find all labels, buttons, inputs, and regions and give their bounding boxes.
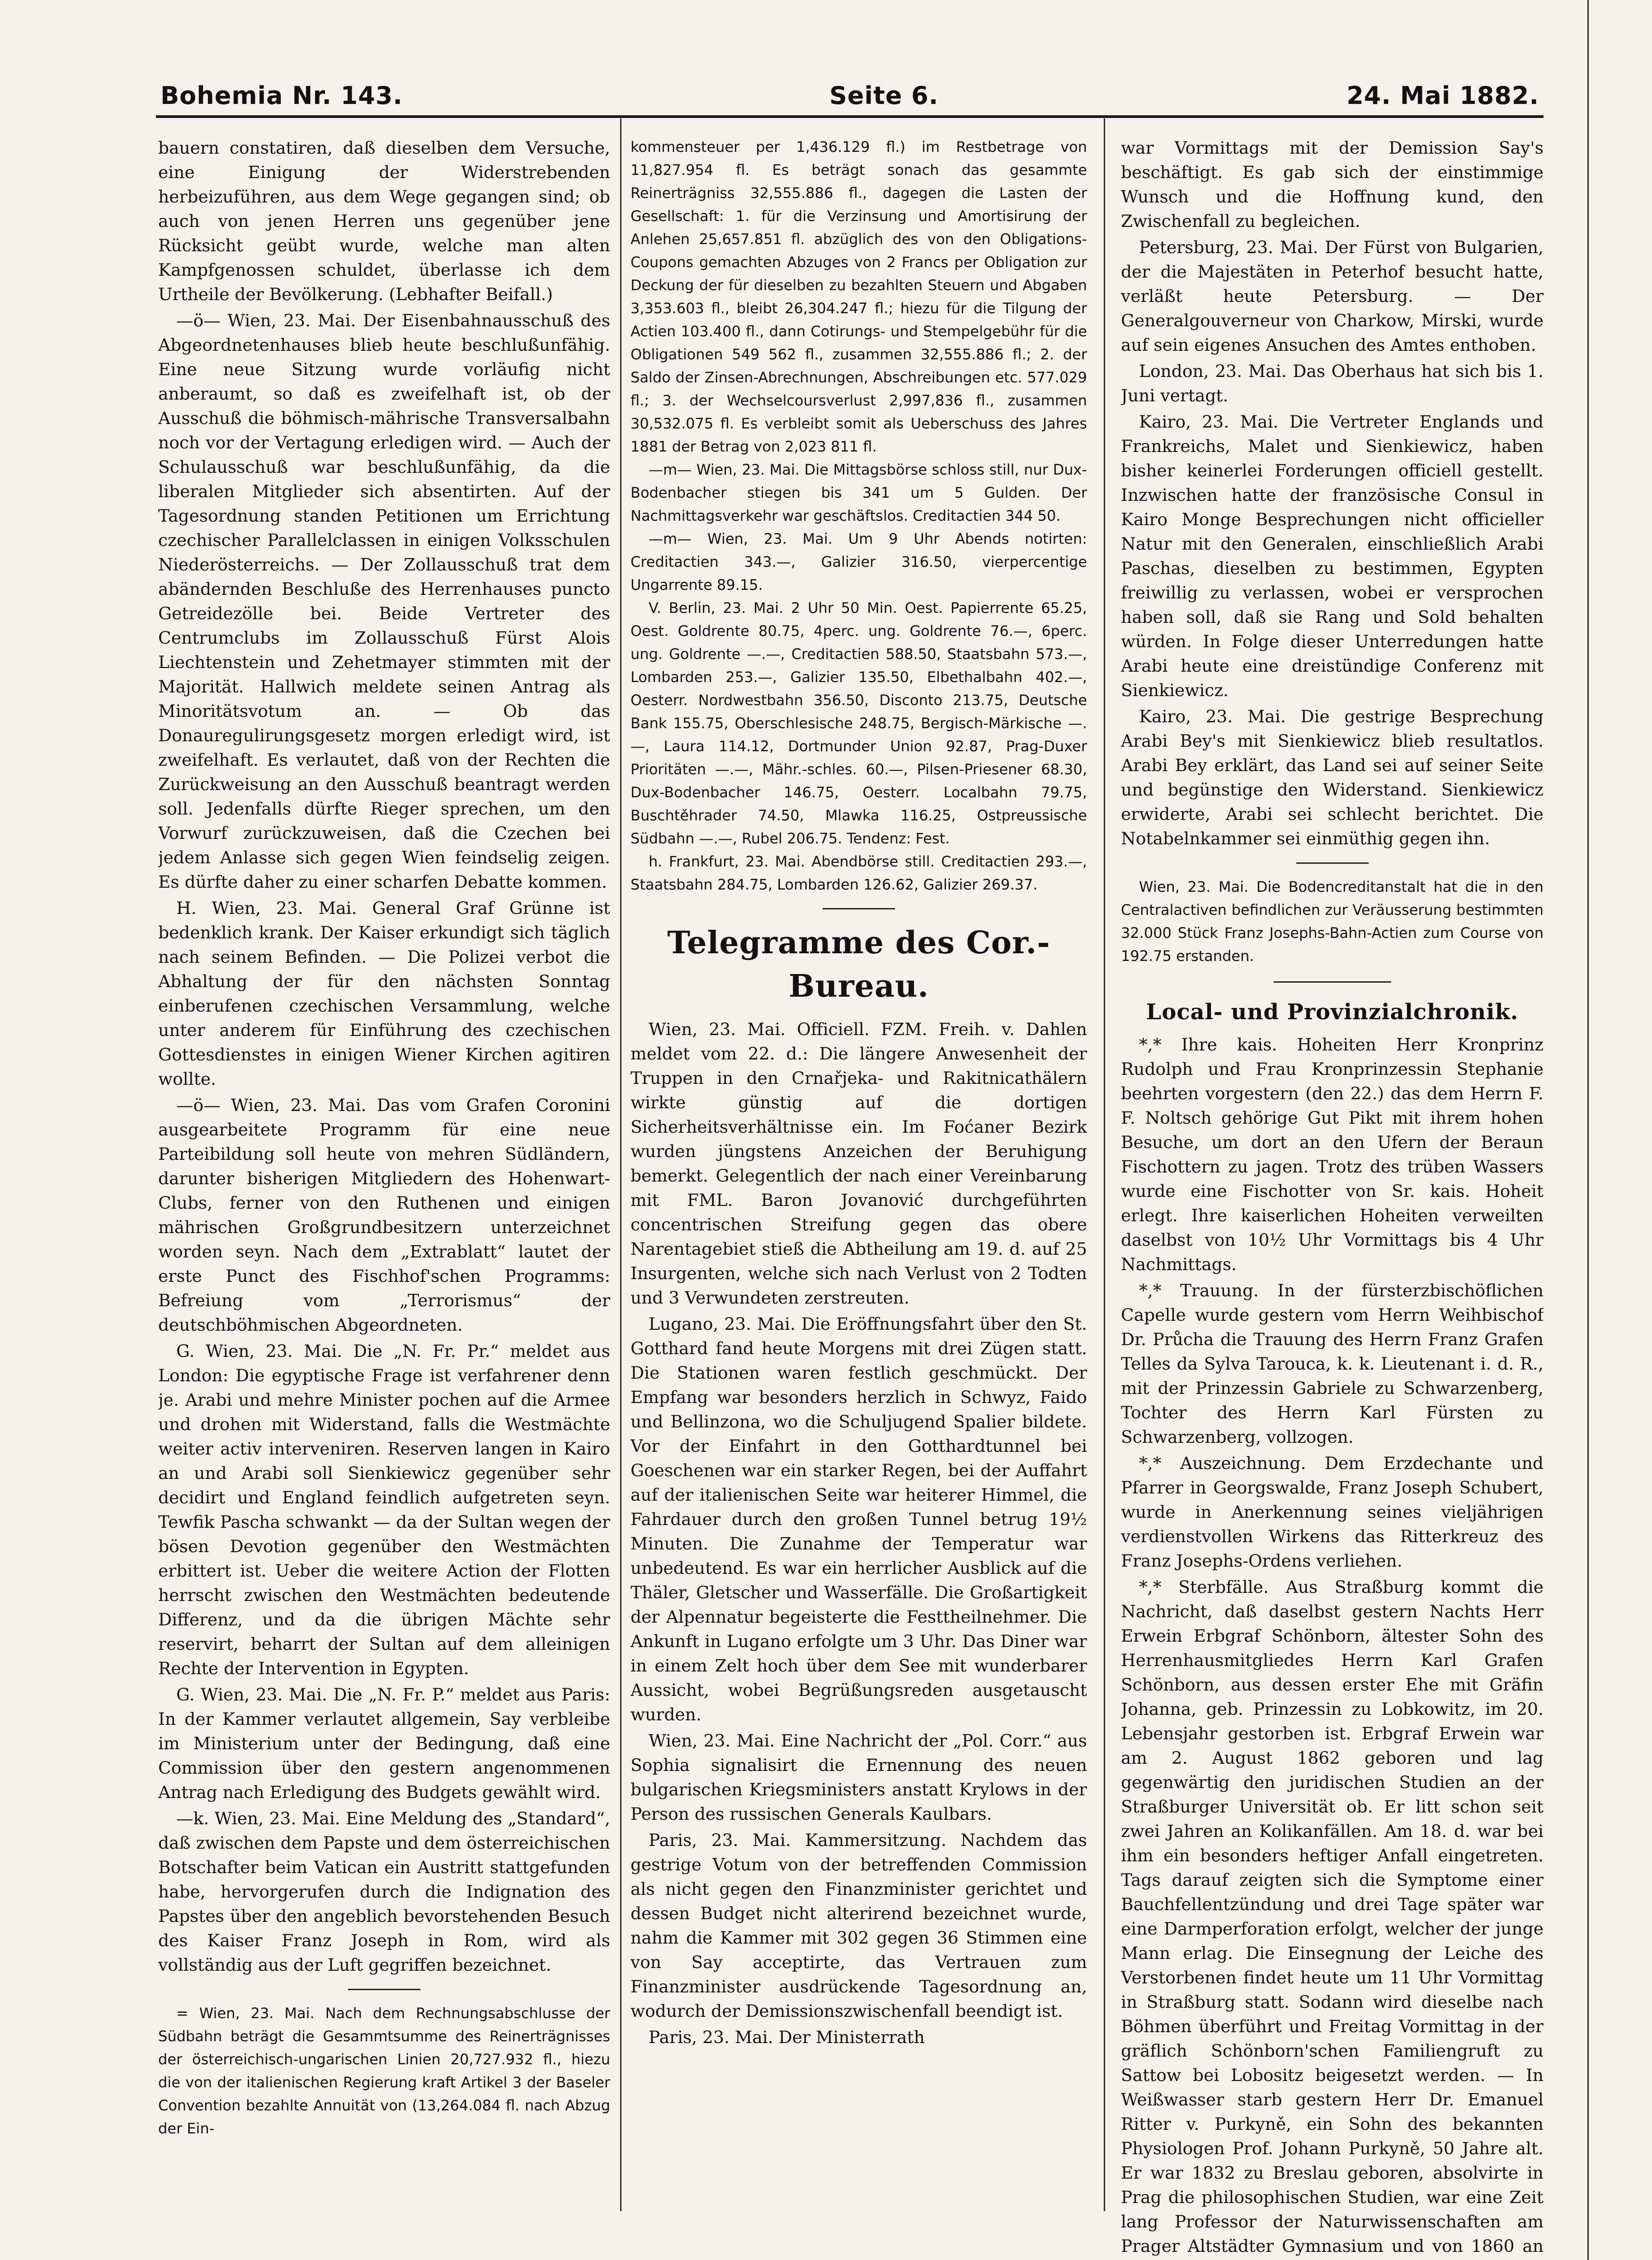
section-divider — [1296, 862, 1369, 864]
section-title: Local- und Provinzialchronik. — [1146, 999, 1519, 1025]
stock-market-reports — [631, 136, 1087, 896]
section-divider — [1274, 981, 1391, 983]
article-paragraph: —m— Wien, 23. Mai. Um 9 Uhr Abends notirten: Creditactien 343.—, Galizier 316.50, vierpercentige Ungarrente 89.15. — [631, 530, 1087, 593]
article-paragraph: Wien, 23. Mai. Die Bodencreditanstalt hat die in den Centralactiven befindlichen zur Veräusserung bestimmten 32.000 Stück Franz Josephs-Bahn-Actien zum Course von 192.75 erstanden. — [1121, 878, 1544, 965]
section-divider — [823, 908, 895, 909]
article-paragraph: Wien, 23. Mai. Eine Nachricht der „Pol. Corr.“ aus Sophia signalisirt die Ernennung des neuen bulgarischen Kriegsministers anstatt Krylows in der Person des russischen Generals Kaulbars. — [631, 1731, 1087, 1824]
financial-notice — [158, 2002, 610, 2140]
article-paragraph: = Wien, 23. Mai. Nach dem Rechnungsabschlusse der Südbahn beträgt die Gesammtsumme des Reinerträgnisses der österreichisch-ungarischen Linien 20,727.932 fl., hiezu die von der italienischen Regierung kraft Artikel 3 der Baseler Convention bezahlte Annuität von (13,264.084 fl. nach Abzug der Ein- — [158, 2005, 610, 2137]
article-paragraph: G. Wien, 23. Mai. Die „N. Fr. P.“ meldet aus Paris: In der Kammer verlautet allgemein, Say verbleibe im Ministerium unter der Bedingung, daß eine Commission über den gestern angenommenen Antrag nach Erledigung des Budgets gewählt wird. — [158, 1685, 610, 1802]
article-paragraph: *,* Ihre kais. Hoheiten Herr Kronprinz Rudolph und Frau Kronprinzessin Stephanie beehrten vorgestern (den 22.) das dem Herrn F. F. Noltsch gehörige Gut Pikt mit ihrem hohen Besuche, um dort an den Ufern der Beraun Fischottern zu jagen. Trotz des trüben Wassers wurde eine Fischotter von Sr. kais. Hoheit erlegt. Ihre kaiserlichen Hoheiten verweilten daselbst von 10½ Uhr Vormittags bis 4 Uhr Nachmittags. — [1121, 1035, 1544, 1274]
header-page-number: Seite 6. — [829, 81, 939, 110]
article-paragraph: *,* Auszeichnung. Dem Erzdechante und Pfarrer in Georgswalde, Franz Joseph Schubert, wurde in Anerkennung seines vieljährigen verdienstvollen Wirkens das Ritterkreuz des Franz Josephs-Ordens verliehen. — [1121, 1453, 1544, 1571]
article-paragraph: —ö— Wien, 23. Mai. Das vom Grafen Coronini ausgearbeitete Programm für eine neue Parteibildung soll heute von mehren Südländern, darunter bisherigen Mitgliedern des Hohenwart-Clubs, ferner von den Ruthenen und einigen mährischen Großgrundbesitzern unterzeichnet worden seyn. Nach dem „Extrablatt“ lautet der erste Punct des Fischhof'schen Programms: Befreiung vom „Terrorismus“ der deutschböhmischen Abgeordneten. — [158, 1095, 610, 1335]
article-paragraph: G. Wien, 23. Mai. Die „N. Fr. Pr.“ meldet aus London: Die egyptische Frage ist verfahrener denn je. Arabi und mehre Minister pochen auf die Armee und drohen mit Widerstand, falls die Westmächte weiter activ interveniren. Reserven langen in Kairo an und Arabi soll Sienkiewicz gegenüber sehr decidirt und England feindlich aufgetreten seyn. Tewfik Pascha schwankt — da der Sultan wegen der bösen Devotion gegenüber den Westmächten erbittert ist. Ueber die weitere Action der Flotten herrscht zwischen den Westmächten bedeutende Differenz, und da die übrigen Mächte sehr reservirt, beharrt der Sultan auf dem alleinigen Rechte der Intervention in Egypten. — [158, 1341, 610, 1678]
article-paragraph: —k. Wien, 23. Mai. Eine Meldung des „Standard“, daß zwischen dem Papste und dem österreichischen Botschafter beim Vatican ein Austritt stattgefunden habe, hervorgerufen durch die Indignation des Papstes über den angeblich bevorstehenden Besuch des Kaiser Franz Joseph in Rom, wird als vollständig aus der Luft gegriffen bezeichnet. — [158, 1808, 610, 1975]
column-rule-1 — [620, 118, 621, 2211]
article-paragraph: Kairo, 23. Mai. Die Vertreter Englands und Frankreichs, Malet und Sienkiewicz, haben bisher keinerlei Forderungen officiell gestellt. Inzwischen hatte der französische Consul in Kairo Monge Besprechungen nicht officieller Natur mit den Generalen, einschließlich Arabi Paschas, dieselben zu bestimmen, Egypten freiwillig zu verlassen, wobei er versprochen haben soll, daß sie Rang und Sold behalten würden. In Folge dieser Unterredungen hatte Arabi heute eine dreistündige Conferenz mit Sienkiewicz. — [1121, 412, 1544, 700]
header-publication: Bohemia Nr. 143. — [160, 81, 403, 110]
column-3 — [1121, 136, 1544, 2260]
article-paragraph: h. Frankfurt, 23. Mai. Abendbörse still. Creditactien 293.—, Staatsbahn 284.75, Lombarden 126.62, Galizier 269.37. — [631, 853, 1087, 893]
article-paragraph: Paris, 23. Mai. Der Ministerrath — [649, 2027, 925, 2047]
article-paragraph: Petersburg, 23. Mai. Der Fürst von Bulgarien, der die Majestäten in Peterhof besucht hatte, verläßt heute Petersburg. — Der Generalgouverneur von Charkow, Mirski, wurde auf sein eigenes Ansuchen des Amtes enthoben. — [1121, 237, 1544, 355]
article-paragraph: —m— Wien, 23. Mai. Die Mittagsbörse schloss still, nur Dux-Bodenbacher stiegen bis 341 um 5 Gulden. Der Nachmittagsverkehr war geschäftslos. Creditactien 344 50. — [631, 461, 1087, 524]
article-paragraph: London, 23. Mai. Das Oberhaus hat sich bis 1. Juni vertagt. — [1121, 361, 1544, 405]
article-paragraph: Paris, 23. Mai. Kammersitzung. Nachdem das gestrige Votum von der betreffenden Commission als nicht gegen den Finanzminister gerichtet und dessen Budget nicht alterirend bezeichnet wurde, nahm die Kammer mit 302 gegen 36 Stimmen eine von Say acceptirte, das Vertrauen zum Finanzminister ausdrückende Tagesordnung an, wodurch der Demissionszwischenfall beendigt ist. — [631, 1830, 1087, 2021]
article-paragraph: *,* Trauung. In der fürsterzbischöflichen Capelle wurde gestern vom Herrn Weihbischof Dr. Průcha die Trauung des Herrn Franz Grafen Telles da Sylva Tarouca, k. k. Lieutenant i. d. R., mit der Prinzessin Gabriele zu Schwarzenberg, Tochter des Herrn Karl Fürsten zu Schwarzenberg, vollzogen. — [1121, 1281, 1544, 1447]
section-title: Telegramme des Cor.-Bureau. — [667, 925, 1050, 1004]
bank-notice — [1121, 876, 1544, 968]
scan-edge-line — [1587, 0, 1589, 2260]
article-paragraph: *,* Sterbfälle. Aus Straßburg kommt die Nachricht, daß daselbst gestern Nachts Herr Erwein Erbgraf Schönborn, ältester Sohn des Herrenhausmitgliedes Herrn Karl Grafen Schönborn, aus dessen erster Ehe mit Gräfin Johanna, geb. Prinzessin zu Lobkowitz, im 20. Lebensjahr gestorben ist. Erbgraf Erwein war am 2. August 1862 geboren und lag gegenwärtig den juridischen Studien an der Straßburger Universität ob. Er litt schon seit zwei Jahren an Kolikanfällen. Am 18. d. war bei ihm ein besonders heftiger Anfall eingetreten. Tags darauf zeigten sich die Symptome einer Bauchfellentzündung und drei Tage später war eine Darmperforation erfolgt, welcher der junge Mann erlag. Die Einsegnung der Leiche des Verstorbenen findet heute um 11 Uhr Vormittag in Straßburg statt. Sodann wird dieselbe nach Böhmen überführt und Freitag Vormittag in der gräflich Schönborn'schen Familiengruft zu Sattow bei Lobositz beigesetzt werden. — In Weißwasser starb gestern Herr Dr. Emanuel Ritter v. Purkyně, ein Sohn des bekannten Physiologen Prof. Johann Purkyně, 50 Jahre alt. Er war 1832 zu Breslau geboren, absolvirte in Prag die philosophischen Studien, war eine Zeit lang Professor der Naturwissenschaften am Prager Altstädter Gymnasium und von 1860 an — [1121, 1577, 1544, 2256]
article-paragraph: —ö— Wien, 23. Mai. Der Eisenbahnausschuß des Abgeordnetenhauses blieb heute beschlußunfähig. Eine neue Sitzung wurde vorläufig nicht anberaumt, so daß es zweifelhaft ist, ob der Ausschuß die böhmisch-mährische Transversalbahn noch vor der Vertagung erledigen wird. — Auch der Schulausschuß war beschlußunfähig, da die liberalen Mitglieder sich absentirten. Auf der Tagesordnung standen Petitionen um Errichtung czechischer Parallelclassen in einigen Volksschulen Niederösterreichs. — Der Zollausschuß trat dem abändernden Beschluße des Herrenhauses puncto Getreidezölle bei. Beide Vertreter des Centrumclubs im Zollausschuß Fürst Alois Liechtenstein und Zehetmayer stimmten mit der Majorität. Hallwich meldete seinen Antrag als Minoritätsvotum an. — Ob das Donauregulirungsgesetz morgen erledigt wird, ist zweifelhaft. Es verlautet, daß von der Rechten die Zurückweisung an den Ausschuß beantragt werden soll. Jedenfalls dürfte Rieger sprechen, um den Vorwurf zurückzuweisen, daß die Czechen bei jedem Anlasse sich gegen Wien feindselig zeigen. Es dürfte daher zu einer scharfen Debatte kommen. — [158, 311, 610, 892]
article-paragraph: kommensteuer per 1,436.129 fl.) im Restbetrage von 11,827.954 fl. Es beträgt sonach das gesammte Reinerträgniss 32,555.886 fl., dagegen die Lasten der Gesellschaft: 1. für die Verzinsung und Amortisirung der Anlehen 25,657.851 fl. abzüglich des von den Obligations-Coupons gemachten Abzuges von 2 Francs per Obligation zur Deckung der für dieselben zu bezahlten Steuern und Abgaben 3,353.603 fl., bleibt 26,304.247 fl.; hiezu für die Tilgung der Actien 103.400 fl., dann Cotirungs- und Stempelgebühr für die Obligationen 549 562 fl., zusammen 32,555.886 fl.; 2. der Saldo der Zinsen-Abrechnungen, Abschreibungen etc. 577.029 fl.; 3. der Wechselcoursverlust 2,997,836 fl., zusammen 30,532.075 fl. Es verbleibt somit als Ueberschuss des Jahres 1881 der Betrag von 2,023 811 fl. — [631, 138, 1087, 455]
article-paragraph: war Vormittags mit der Demission Say's beschäftigt. Es gab sich der einstimmige Wunsch und die Hoffnung kund, den Zwischenfall zu begleichen. — [1121, 138, 1544, 231]
article-paragraph: V. Berlin, 23. Mai. 2 Uhr 50 Min. Oest. Papierrente 65.25, Oest. Goldrente 80.75, 4perc. ung. Goldrente 76.—, 6perc. ung. Goldrente —.—, Creditactien 588.50, Staatsbahn 573.—, Lombarden 253.—, Galizier 135.50, Elbethalbahn 402.—, Oesterr. Nordwestbahn 356.50, Disconto 213.75, Deutsche Bank 155.75, Oberschlesische 248.75, Bergisch-Märkische —.—, Laura 114.12, Dortmunder Union 92.87, Prag-Duxer Prioritäten —.—, Mähr.-schles. 60.—, Pilsen-Priesener 68.30, Dux-Bodenbacher 146.75, Oesterr. Localbahn 79.75, Buschtěhrader 74.50, Mlawka 116.25, Ostpreussische Südbahn —.—, Rubel 206.75. Tendenz: Fest. — [631, 599, 1087, 847]
article-paragraph: Kairo, 23. Mai. Die gestrige Besprechung Arabi Bey's mit Sienkiewicz blieb resultatlos. Arabi Bey erklärt, das Land sei auf seiner Seite und begünstige den Widerstand. Sienkiewicz erwiderte, Arabi sei schlecht berichtet. Die Notabelnkammer sei einmüthig gegen ihn. — [1121, 706, 1544, 848]
header-date: 24. Mai 1882. — [1346, 81, 1539, 110]
article-paragraph: bauern constatiren, daß dieselben dem Versuche, eine Einigung der Widerstrebenden herbeizuführen, aus dem Wege gegangen sind; ob auch von jenen Herren uns gegenüber jene Rücksicht geübt wurde, welche man alten Kampfgenossen schuldet, überlasse ich dem Urtheile der Bevölkerung. (Lebhafter Beifall.) — [158, 138, 610, 304]
section-divider — [348, 1989, 420, 1990]
column-rule-2 — [1104, 118, 1105, 2211]
column-1 — [158, 136, 610, 2260]
header-rule — [156, 115, 1544, 118]
article-paragraph: Lugano, 23. Mai. Die Eröffnungsfahrt über den St. Gotthard fand heute Morgens mit drei Zügen statt. Die Stationen waren festlich geschmückt. Der Empfang war besonders herzlich in Schwyz, Faido und Bellinzona, wo die Schuljugend Spalier bildete. Vor der Einfahrt in den Gotthardtunnel bei Goeschenen war ein starker Regen, bei der Auffahrt auf der italienischen Seite war heiterer Himmel, die Fahrdauer durch den großen Tunnel betrug 19½ Minuten. Die Zunahme der Temperatur war unbedeutend. Es war ein herrlicher Ausblick auf die Thäler, Gletscher und Wasserfälle. Die Großartigkeit der Alpennatur begeisterte die Festtheilnehmer. Die Ankunft in Lugano erfolgte um 3 Uhr. Das Diner war in einem Zelt hoch über dem See mit wunderbarer Aussicht, wobei Begrüßungsreden ausgetauscht wurden. — [631, 1314, 1087, 1724]
article-paragraph: H. Wien, 23. Mai. General Graf Grünne ist bedenklich krank. Der Kaiser erkundigt sich täglich nach seinem Befinden. — Die Polizei verbot die Abhaltung der für den nächsten Sonntag einberufenen czechischen Versammlung, welche unter anderem für Einführung des czechischen Gottesdienstes in einigen Wiener Kirchen agitiren wollte. — [158, 898, 610, 1089]
article-paragraph: Wien, 23. Mai. Officiell. FZM. Freih. v. Dahlen meldet vom 22. d.: Die längere Anwesenheit der Truppen in den Crnařjeka- und Rakitnicathälern wirkte günstig auf die dortigen Sicherheitsverhältnisse ein. Im Foćaner Bezirk wurden jüngstens Anzeichen der Beruhigung bemerkt. Gelegentlich der nach einer Vereinbarung mit FML. Baron Jovanović durchgeführten concentrischen Streifung gegen das obere Narentagebiet stieß die Abtheilung am 19. d. auf 25 Insurgenten, welche sich nach Verlust von 2 Todten und 3 Verwundeten zerstreuten. — [631, 1019, 1087, 1308]
column-2 — [631, 136, 1087, 2260]
page-header — [160, 81, 1539, 118]
